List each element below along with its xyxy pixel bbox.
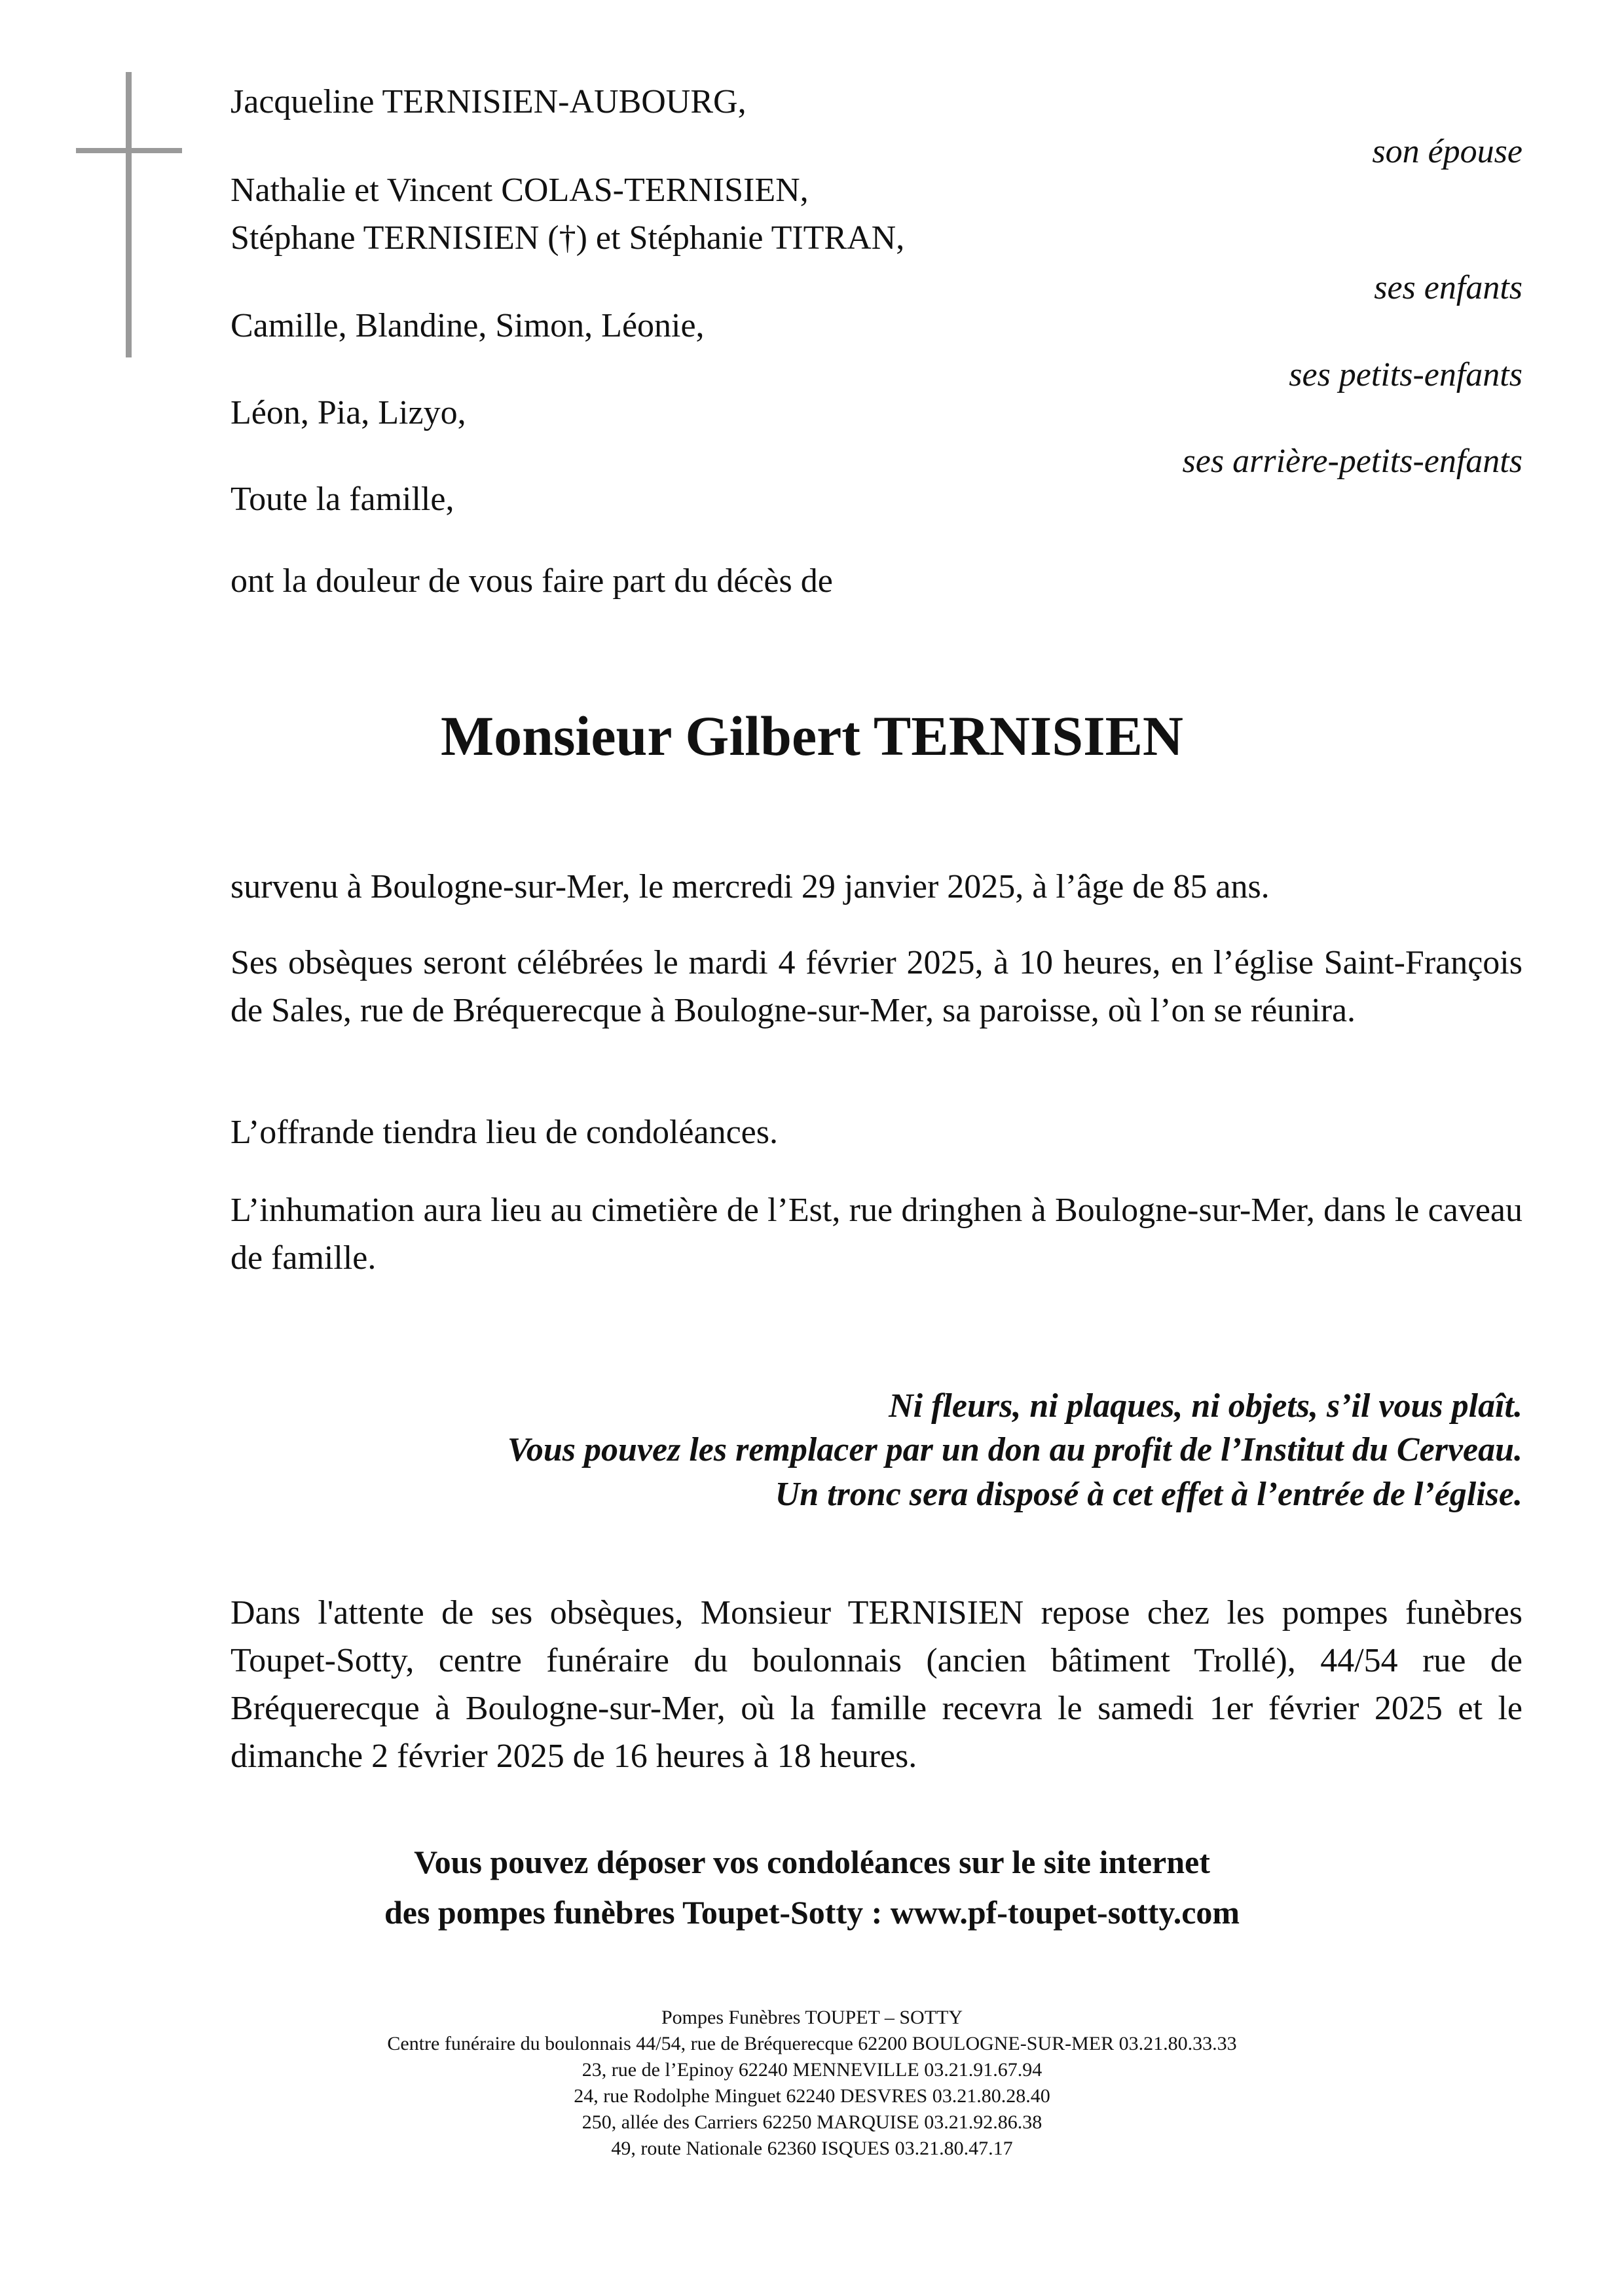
offering-paragraph: L’offrande tiendra lieu de condoléances. [231,1114,778,1151]
relation-children: ses enfants [1374,269,1522,306]
notice-line3: Un tronc sera disposé à cet effet à l’entrée de l’église. [775,1476,1522,1513]
footer-address-3: 24, rue Rodolphe Minguet 62240 DESVRES 03.21.80.28.40 [574,2085,1050,2107]
footer-address-5: 49, route Nationale 62360 ISQUES 03.21.80.47.17 [611,2138,1013,2159]
repose-paragraph: Dans l'attente de ses obsèques, Monsieur TERNISIEN repose chez les pompes funèbres Toupet-Sotty, centre funéraire du boulonnais (ancien bâtiment Trollé), 44/54 rue de Bréquerecque à Boulogne-sur-Mer, où la famille recevra le samedi 1er février 2025 et le dimanche 2 février 2025 de 16 heures à 18 heures. [231,1594,1522,1775]
footer-company: Pompes Funèbres TOUPET – SOTTY [661,2007,963,2028]
condolences-line1: Vous pouvez déposer vos condoléances sur le site internet [414,1844,1210,1880]
footer-address-4: 250, allée des Carriers 62250 MARQUISE 03.21.92.86.38 [581,2111,1043,2133]
family-wife: Jacqueline TERNISIEN-AUBOURG, [231,83,747,120]
funeral-paragraph: Ses obsèques seront célébrées le mardi 4 février 2025, à 10 heures, en l’église Saint-François de Sales, rue de Bréquerecque à Boulogne-sur-Mer, sa paroisse, où l’on se réunira. [231,944,1522,1029]
family-great-grandchildren: Léon, Pia, Lizyo, [231,394,466,431]
deceased-name: Monsieur Gilbert TERNISIEN [440,704,1184,767]
relation-wife: son épouse [1372,133,1522,170]
death-paragraph: survenu à Boulogne-sur-Mer, le mercredi 29 janvier 2025, à l’âge de 85 ans. [231,868,1270,905]
relation-grandchildren: ses petits-enfants [1289,356,1522,393]
footer-address-2: 23, rue de l’Epinoy 62240 MENNEVILLE 03.21.91.67.94 [581,2059,1043,2081]
family-children-line1: Nathalie et Vincent COLAS-TERNISIEN, [231,172,809,209]
footer-address-1: Centre funéraire du boulonnais 44/54, rue de Bréquerecque 62200 BOULOGNE-SUR-MER 03.21.80.33.33 [387,2033,1237,2054]
cross-vertical-bar [126,72,132,357]
cross-horizontal-bar [76,148,182,153]
burial-paragraph: L’inhumation aura lieu au cimetière de l’Est, rue dringhen à Boulogne-sur-Mer, dans le caveau de famille. [231,1192,1522,1277]
relation-great-grandchildren: ses arrière-petits-enfants [1182,443,1522,480]
notice-line2: Vous pouvez les remplacer par un don au profit de l’Institut du Cerveau. [507,1431,1522,1468]
condolences-line2: des pompes funèbres Toupet-Sotty : www.pf-toupet-sotty.com [384,1894,1240,1931]
family-all: Toute la famille, [231,481,454,518]
family-children-line2: Stéphane TERNISIEN (†) et Stéphanie TITRAN, [231,219,905,257]
family-grandchildren: Camille, Blandine, Simon, Léonie, [231,307,705,344]
announcement: ont la douleur de vous faire part du décès de [231,562,833,600]
notice-line1: Ni fleurs, ni plaques, ni objets, s’il vous plaît. [889,1387,1522,1425]
